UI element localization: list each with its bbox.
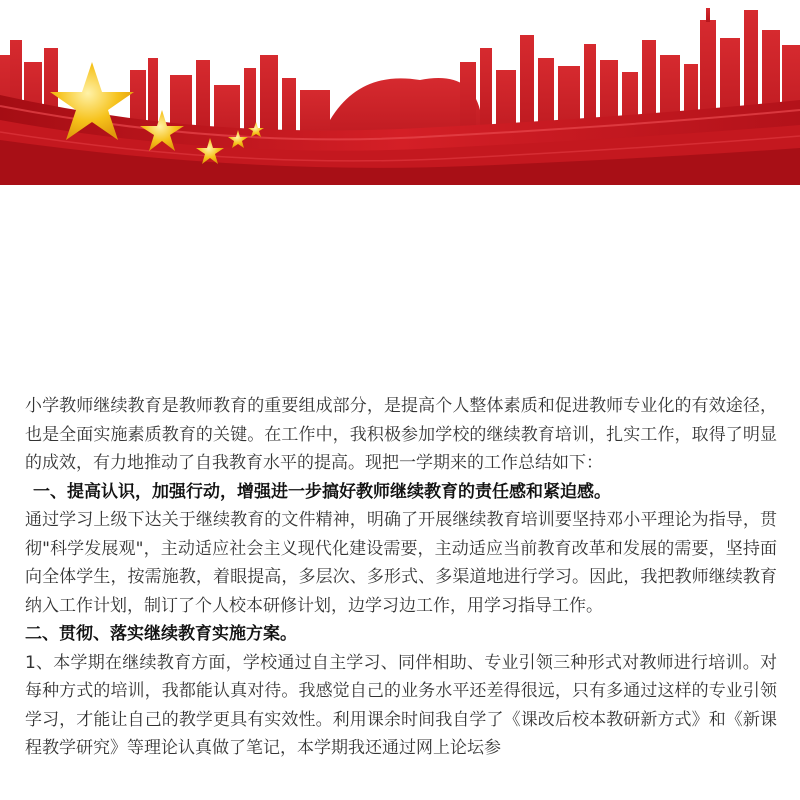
section-2-heading: 二、贯彻、落实继续教育实施方案。 [25, 624, 297, 644]
section-1-paragraph: 通过学习上级下达关于继续教育的文件精神，明确了开展继续教育培训要坚持邓小平理论为指导，贯彻"科学发展观"，主动适应社会主义现代化建设需要，主动适应当前教育改革和发展的需要，坚持面向全体学生，按需施教，着眼提高，多层次、多形式、多渠道地进行学习。因此，我把教师继续教育纳入工作计划，制订了个人校本研修计划，边学习边工作，用学习指导工作。 [25, 510, 777, 616]
header-banner [0, 0, 800, 185]
document-body [25, 392, 777, 763]
section-2-paragraph: 1、本学期在继续教育方面，学校通过自主学习、同伴相助、专业引领三种形式对教师进行培训。对每种方式的培训，我都能认真对待。我感觉自己的业务水平还差得很远，只有多通过这样的专业引领学习，才能让自己的教学更具有实效性。利用课余时间我自学了《课改后校本教研新方式》和《新课程教学研究》等理论认真做了笔记，本学期我还通过网上论坛参 [25, 652, 777, 758]
section-1-heading: 一、提高认识，加强行动，增强进一步搞好教师继续教育的责任感和紧迫感。 [33, 481, 611, 502]
intro-paragraph: 小学教师继续教育是教师教育的重要组成部分，是提高个人整体素质和促进教师专业化的有效途径，也是全面实施素质教育的关键。在工作中，我积极参加学校的继续教育培训，扎实工作，取得了明显的成效，有力地推动了自我教育水平的提高。现把一学期来的工作总结如下： [25, 396, 777, 473]
